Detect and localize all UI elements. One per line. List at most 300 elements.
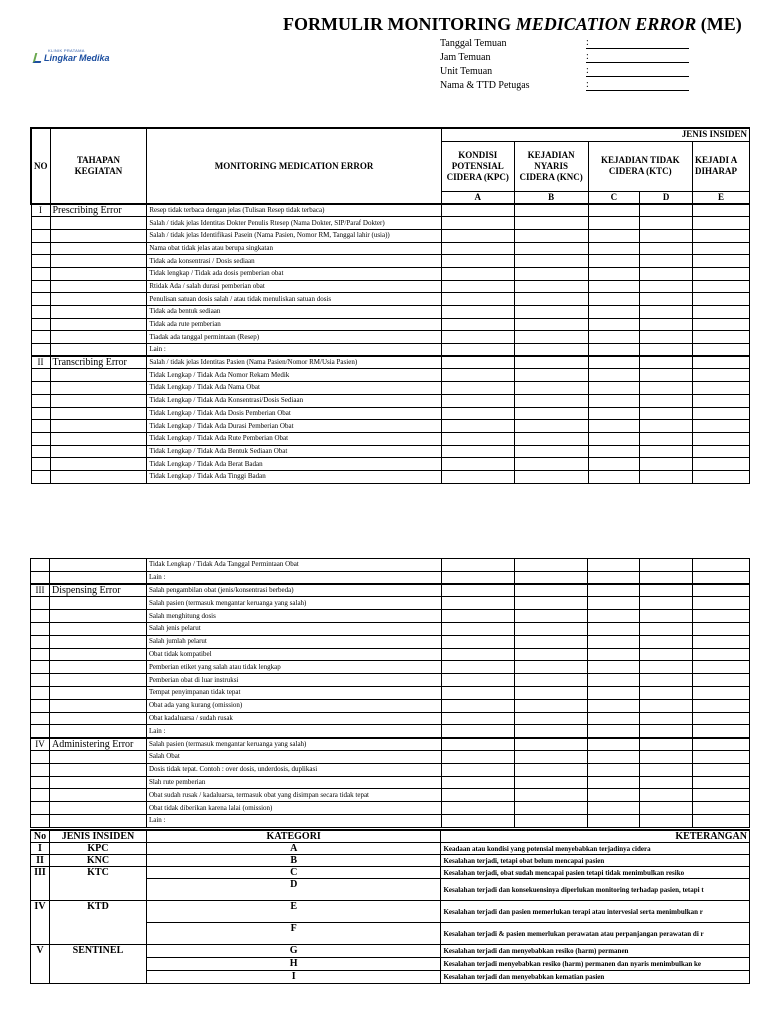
- check-cell-c[interactable]: [588, 445, 640, 458]
- check-cell-b[interactable]: [514, 648, 588, 661]
- check-cell-e[interactable]: [693, 242, 750, 255]
- row-number: [31, 814, 50, 827]
- check-cell-b[interactable]: [514, 394, 588, 407]
- check-cell-c[interactable]: [588, 356, 640, 369]
- check-cell-a[interactable]: [441, 470, 514, 483]
- check-cell-d[interactable]: [640, 217, 693, 230]
- row-item: Obat kadaluarsa / sudah rusak: [146, 712, 441, 725]
- row-item: Salah pasien (termasuk mengantar keruanga yang salah): [146, 738, 441, 751]
- check-cell-d[interactable]: [640, 344, 693, 357]
- check-cell-b[interactable]: [514, 661, 588, 674]
- meta-value-field[interactable]: :: [586, 66, 689, 77]
- check-cell-d[interactable]: [640, 280, 693, 293]
- check-cell-d[interactable]: [640, 394, 693, 407]
- check-cell-c[interactable]: [588, 763, 640, 776]
- check-cell-b[interactable]: [514, 559, 588, 572]
- check-cell-a[interactable]: [441, 802, 514, 815]
- check-cell-b[interactable]: [514, 597, 588, 610]
- check-cell-c[interactable]: [588, 776, 640, 789]
- row-item: Lain :: [146, 571, 441, 584]
- check-cell-d[interactable]: [640, 432, 693, 445]
- row-item: Tidak ada rute pemberian: [147, 318, 442, 331]
- check-cell-b[interactable]: [514, 445, 588, 458]
- check-cell-b[interactable]: [514, 242, 588, 255]
- table-row: [31, 622, 750, 635]
- check-cell-a[interactable]: [441, 750, 514, 763]
- check-cell-c[interactable]: [588, 648, 640, 661]
- meta-fields: [440, 36, 689, 92]
- check-cell-a[interactable]: [441, 622, 514, 635]
- check-cell-b[interactable]: [514, 293, 588, 306]
- row-stage: [50, 394, 147, 407]
- check-cell-c[interactable]: [588, 242, 640, 255]
- check-cell-b[interactable]: [514, 674, 588, 687]
- header-jenis-insiden: JENIS INSIDEN: [441, 128, 749, 141]
- check-cell-d[interactable]: [640, 674, 693, 687]
- check-cell-e[interactable]: [693, 458, 750, 471]
- check-cell-b[interactable]: [514, 217, 588, 230]
- check-cell-d[interactable]: [640, 470, 693, 483]
- table-row: [31, 763, 750, 776]
- check-cell-a[interactable]: [441, 814, 514, 827]
- check-cell-a[interactable]: [441, 738, 514, 751]
- check-cell-b[interactable]: [514, 584, 588, 597]
- table-row: [31, 204, 750, 217]
- check-cell-c[interactable]: [588, 255, 640, 268]
- check-cell-b[interactable]: [514, 725, 588, 738]
- row-item: Salah pasien (termasuk mengantar keruanga yang salah): [146, 597, 441, 610]
- check-cell-d[interactable]: [640, 445, 693, 458]
- check-cell-b[interactable]: [514, 622, 588, 635]
- check-cell-b[interactable]: [514, 802, 588, 815]
- check-cell-c[interactable]: [588, 610, 640, 623]
- check-cell-a[interactable]: [441, 559, 514, 572]
- check-cell-d[interactable]: [640, 255, 693, 268]
- check-cell-b[interactable]: [514, 420, 588, 433]
- check-cell-b[interactable]: [514, 610, 588, 623]
- check-cell-e[interactable]: [693, 267, 750, 280]
- check-cell-d[interactable]: [640, 814, 693, 827]
- check-cell-d[interactable]: [640, 622, 693, 635]
- check-cell-c[interactable]: [588, 470, 640, 483]
- check-cell-d[interactable]: [640, 776, 693, 789]
- legend-kategori: E: [146, 901, 441, 923]
- legend-row: [31, 945, 750, 958]
- legend-rows: [31, 843, 750, 984]
- meta-value-field[interactable]: :: [586, 80, 689, 91]
- check-cell-b[interactable]: [514, 571, 588, 584]
- check-cell-e[interactable]: [693, 217, 750, 230]
- legend-header-jenis: JENIS INSIDEN: [49, 830, 146, 843]
- check-cell-d[interactable]: [640, 725, 693, 738]
- check-cell-e[interactable]: [693, 712, 750, 725]
- table-row: [31, 789, 750, 802]
- row-number: [31, 610, 50, 623]
- check-cell-e[interactable]: [693, 382, 750, 395]
- check-cell-b[interactable]: [514, 331, 588, 344]
- check-cell-a[interactable]: [441, 420, 514, 433]
- check-cell-c[interactable]: [588, 432, 640, 445]
- check-cell-e[interactable]: [693, 331, 750, 344]
- check-cell-c[interactable]: [588, 559, 640, 572]
- row-item: Salah pengambilan obat (jenis/konsentrasi berbeda): [146, 584, 441, 597]
- row-stage: [50, 242, 147, 255]
- check-cell-e[interactable]: [693, 369, 750, 382]
- check-cell-e[interactable]: [693, 763, 750, 776]
- check-cell-a[interactable]: [441, 712, 514, 725]
- row-number: [31, 318, 50, 331]
- check-cell-e[interactable]: [693, 470, 750, 483]
- row-number: [31, 597, 50, 610]
- check-cell-e[interactable]: [693, 255, 750, 268]
- check-cell-c[interactable]: [588, 217, 640, 230]
- check-cell-d[interactable]: [640, 597, 693, 610]
- row-item: Salah jenis pelarut: [146, 622, 441, 635]
- row-number: [31, 470, 50, 483]
- check-cell-d[interactable]: [640, 738, 693, 751]
- check-cell-e[interactable]: [693, 344, 750, 357]
- check-cell-c[interactable]: [588, 394, 640, 407]
- header-kpc: KONDISI POTENSIAL CIDERA (KPC): [441, 141, 514, 191]
- check-cell-e[interactable]: [693, 204, 750, 217]
- table-row: [31, 306, 750, 319]
- check-cell-d[interactable]: [640, 610, 693, 623]
- check-cell-d[interactable]: [640, 306, 693, 319]
- check-cell-d[interactable]: [640, 382, 693, 395]
- check-cell-b[interactable]: [514, 776, 588, 789]
- legend-kategori: D: [146, 879, 441, 901]
- check-cell-e[interactable]: [693, 610, 750, 623]
- check-cell-b[interactable]: [514, 267, 588, 280]
- check-cell-d[interactable]: [640, 789, 693, 802]
- check-cell-a[interactable]: [441, 776, 514, 789]
- row-item: Tidak Lengkap / Tidak Ada Tinggi Badan: [147, 470, 442, 483]
- check-cell-a[interactable]: [441, 584, 514, 597]
- check-cell-a[interactable]: [441, 217, 514, 230]
- check-cell-a[interactable]: [441, 280, 514, 293]
- check-cell-a[interactable]: [441, 789, 514, 802]
- check-cell-a[interactable]: [441, 635, 514, 648]
- check-cell-c[interactable]: [588, 597, 640, 610]
- check-cell-b[interactable]: [514, 204, 588, 217]
- check-cell-e[interactable]: [693, 432, 750, 445]
- check-cell-c[interactable]: [588, 789, 640, 802]
- check-cell-b[interactable]: [514, 712, 588, 725]
- check-cell-b[interactable]: [514, 255, 588, 268]
- row-number: [31, 420, 50, 433]
- check-cell-b[interactable]: [514, 344, 588, 357]
- check-cell-e[interactable]: [693, 407, 750, 420]
- check-cell-b[interactable]: [514, 318, 588, 331]
- check-cell-c[interactable]: [588, 420, 640, 433]
- legend-kategori: F: [146, 923, 441, 945]
- check-cell-c[interactable]: [588, 686, 640, 699]
- legend-row: [31, 901, 750, 923]
- check-cell-a[interactable]: [441, 686, 514, 699]
- title-part1: FORMULIR MONITORING: [283, 14, 516, 34]
- check-cell-b[interactable]: [514, 814, 588, 827]
- check-cell-e[interactable]: [693, 776, 750, 789]
- row-item: Obat tidak diberikan karena lalai (omission): [146, 802, 441, 815]
- row-item: Tidak Lengkap / Tidak Ada Konsentrasi/Dosis Sediaan: [147, 394, 442, 407]
- check-cell-e[interactable]: [693, 699, 750, 712]
- check-cell-a[interactable]: [441, 661, 514, 674]
- legend-keterangan: Keadaan atau kondisi yang potensial menyebabkan terjadinya cidera: [441, 843, 750, 855]
- check-cell-d[interactable]: [640, 661, 693, 674]
- header-letter-e: E: [693, 191, 750, 204]
- row-item: Tidak Lengkap / Tidak Ada Bentuk Sediaan Obat: [147, 445, 442, 458]
- check-cell-e[interactable]: [693, 229, 750, 242]
- check-cell-c[interactable]: [588, 267, 640, 280]
- row-number: IV: [31, 738, 50, 751]
- check-cell-b[interactable]: [514, 686, 588, 699]
- check-cell-c[interactable]: [588, 382, 640, 395]
- meta-row-jam: [440, 50, 689, 64]
- check-cell-e[interactable]: [693, 420, 750, 433]
- check-cell-b[interactable]: [514, 432, 588, 445]
- row-stage: [50, 369, 147, 382]
- check-cell-a[interactable]: [441, 242, 514, 255]
- check-cell-e[interactable]: [693, 750, 750, 763]
- row-item: Dosis tidak tepat. Contoh : over dosis, underdosis, duplikasi: [146, 763, 441, 776]
- check-cell-c[interactable]: [588, 306, 640, 319]
- check-cell-e[interactable]: [693, 597, 750, 610]
- legend-keterangan: Kesalahan terjadi dan menyebabkan resiko (harm) permanen: [441, 945, 750, 958]
- check-cell-d[interactable]: [640, 318, 693, 331]
- check-cell-a[interactable]: [441, 255, 514, 268]
- check-cell-c[interactable]: [588, 712, 640, 725]
- check-cell-a[interactable]: [441, 597, 514, 610]
- check-cell-d[interactable]: [640, 331, 693, 344]
- check-cell-b[interactable]: [514, 369, 588, 382]
- row-number: [31, 559, 50, 572]
- check-cell-a[interactable]: [441, 204, 514, 217]
- check-cell-e[interactable]: [693, 571, 750, 584]
- check-cell-c[interactable]: [588, 293, 640, 306]
- check-cell-d[interactable]: [640, 458, 693, 471]
- table-row: [31, 776, 750, 789]
- check-cell-a[interactable]: [441, 610, 514, 623]
- check-cell-c[interactable]: [588, 725, 640, 738]
- check-cell-c[interactable]: [588, 280, 640, 293]
- check-cell-e[interactable]: [693, 661, 750, 674]
- check-cell-c[interactable]: [588, 458, 640, 471]
- row-stage: [50, 458, 147, 471]
- meta-value-field[interactable]: :: [586, 38, 689, 49]
- check-cell-d[interactable]: [640, 559, 693, 572]
- header-knc: KEJADIAN NYARIS CIDERA (KNC): [514, 141, 588, 191]
- check-cell-a[interactable]: [441, 394, 514, 407]
- row-item: Salah jumlah pelarut: [146, 635, 441, 648]
- check-cell-c[interactable]: [588, 344, 640, 357]
- check-cell-b[interactable]: [514, 407, 588, 420]
- check-cell-e[interactable]: [693, 584, 750, 597]
- check-cell-a[interactable]: [441, 306, 514, 319]
- row-stage: [49, 610, 146, 623]
- check-cell-c[interactable]: [588, 635, 640, 648]
- table-row: [31, 267, 750, 280]
- check-cell-d[interactable]: [640, 763, 693, 776]
- check-cell-e[interactable]: [693, 293, 750, 306]
- check-cell-e[interactable]: [693, 306, 750, 319]
- check-cell-d[interactable]: [640, 204, 693, 217]
- table-row: [31, 217, 750, 230]
- check-cell-a[interactable]: [441, 571, 514, 584]
- monitoring-table-page1: [30, 127, 750, 484]
- check-cell-c[interactable]: [588, 750, 640, 763]
- check-cell-e[interactable]: [693, 789, 750, 802]
- check-cell-c[interactable]: [588, 738, 640, 751]
- check-cell-c[interactable]: [588, 622, 640, 635]
- check-cell-a[interactable]: [441, 267, 514, 280]
- check-cell-c[interactable]: [588, 571, 640, 584]
- row-number: [31, 306, 50, 319]
- check-cell-e[interactable]: [693, 622, 750, 635]
- row-item: Salah / tidak jelas Identitas Pasien (Nama Pasien/Nomor RM/Usia Pasien): [147, 356, 442, 369]
- check-cell-a[interactable]: [441, 445, 514, 458]
- check-cell-d[interactable]: [640, 571, 693, 584]
- check-cell-e[interactable]: [693, 648, 750, 661]
- check-cell-d[interactable]: [640, 369, 693, 382]
- check-cell-b[interactable]: [514, 280, 588, 293]
- check-cell-c[interactable]: [588, 674, 640, 687]
- header-ktc: KEJADIAN TIDAK CIDERA (KTC): [588, 141, 693, 191]
- row-number: [31, 571, 50, 584]
- check-cell-b[interactable]: [514, 229, 588, 242]
- check-cell-e[interactable]: [693, 725, 750, 738]
- check-cell-a[interactable]: [441, 458, 514, 471]
- check-cell-d[interactable]: [640, 293, 693, 306]
- check-cell-d[interactable]: [640, 712, 693, 725]
- legend-keterangan: Kesalahan terjadi dan pasien memerlukan terapi atau intervesial serta menimbulkan r: [441, 901, 750, 923]
- legend-no: V: [31, 945, 50, 984]
- check-cell-a[interactable]: [441, 407, 514, 420]
- check-cell-e[interactable]: [693, 802, 750, 815]
- legend-keterangan: Kesalahan terjadi menyebabkan resiko (harm) permanen dan nyaris menimbulkan ke: [441, 958, 750, 971]
- legend-row: [31, 855, 750, 867]
- check-cell-b[interactable]: [514, 635, 588, 648]
- check-cell-c[interactable]: [588, 331, 640, 344]
- check-cell-e[interactable]: [693, 674, 750, 687]
- row-number: [31, 293, 50, 306]
- check-cell-c[interactable]: [588, 814, 640, 827]
- check-cell-e[interactable]: [693, 559, 750, 572]
- row-item: Tidak Lengkap / Tidak Ada Nomor Rekam Medik: [147, 369, 442, 382]
- legend-header-keterangan: KETERANGAN: [441, 830, 750, 843]
- check-cell-d[interactable]: [640, 420, 693, 433]
- row-stage: [49, 763, 146, 776]
- check-cell-b[interactable]: [514, 738, 588, 751]
- check-cell-a[interactable]: [441, 648, 514, 661]
- check-cell-d[interactable]: [640, 229, 693, 242]
- logo-text: Lingkar Medika: [44, 53, 110, 63]
- check-cell-e[interactable]: [693, 394, 750, 407]
- row-stage: [49, 597, 146, 610]
- row-item: Tidak Lengkap / Tidak Ada Tanggal Permintaan Obat: [146, 559, 441, 572]
- check-cell-e[interactable]: [693, 280, 750, 293]
- check-cell-e[interactable]: [693, 318, 750, 331]
- check-cell-d[interactable]: [640, 267, 693, 280]
- check-cell-d[interactable]: [640, 699, 693, 712]
- check-cell-c[interactable]: [588, 661, 640, 674]
- check-cell-a[interactable]: [441, 432, 514, 445]
- check-cell-d[interactable]: [640, 584, 693, 597]
- check-cell-a[interactable]: [441, 369, 514, 382]
- check-cell-a[interactable]: [441, 763, 514, 776]
- check-cell-e[interactable]: [693, 445, 750, 458]
- check-cell-d[interactable]: [640, 407, 693, 420]
- check-cell-d[interactable]: [640, 750, 693, 763]
- header-letter-d: D: [640, 191, 693, 204]
- check-cell-e[interactable]: [693, 635, 750, 648]
- table-row: [31, 750, 750, 763]
- check-cell-c[interactable]: [588, 369, 640, 382]
- check-cell-a[interactable]: [441, 318, 514, 331]
- check-cell-c[interactable]: [588, 584, 640, 597]
- check-cell-d[interactable]: [640, 802, 693, 815]
- check-cell-b[interactable]: [514, 470, 588, 483]
- check-cell-d[interactable]: [640, 686, 693, 699]
- check-cell-c[interactable]: [588, 699, 640, 712]
- row-number: [31, 445, 50, 458]
- table-row: [31, 648, 750, 661]
- check-cell-c[interactable]: [588, 318, 640, 331]
- check-cell-d[interactable]: [640, 648, 693, 661]
- check-cell-a[interactable]: [441, 382, 514, 395]
- meta-value-field[interactable]: :: [586, 52, 689, 63]
- legend-kategori: C: [146, 867, 441, 879]
- check-cell-a[interactable]: [441, 674, 514, 687]
- legend-no: I: [31, 843, 50, 855]
- check-cell-b[interactable]: [514, 306, 588, 319]
- check-cell-a[interactable]: [441, 344, 514, 357]
- row-stage: [50, 432, 147, 445]
- check-cell-b[interactable]: [514, 699, 588, 712]
- check-cell-d[interactable]: [640, 242, 693, 255]
- row-stage: [50, 293, 147, 306]
- check-cell-c[interactable]: [588, 407, 640, 420]
- check-cell-b[interactable]: [514, 356, 588, 369]
- check-cell-b[interactable]: [514, 789, 588, 802]
- row-item: Pemberian etiket yang salah atau tidak lengkap: [146, 661, 441, 674]
- check-cell-a[interactable]: [441, 725, 514, 738]
- check-cell-c[interactable]: [588, 229, 640, 242]
- check-cell-a[interactable]: [441, 293, 514, 306]
- check-cell-d[interactable]: [640, 635, 693, 648]
- check-cell-a[interactable]: [441, 699, 514, 712]
- check-cell-e[interactable]: [693, 356, 750, 369]
- check-cell-b[interactable]: [514, 750, 588, 763]
- legend-keterangan: Kesalahan terjadi dan menyebabkan kematian pasien: [441, 971, 750, 984]
- check-cell-b[interactable]: [514, 458, 588, 471]
- row-number: [31, 407, 50, 420]
- check-cell-e[interactable]: [693, 738, 750, 751]
- row-stage: Dispensing Error: [49, 584, 146, 597]
- check-cell-b[interactable]: [514, 763, 588, 776]
- check-cell-a[interactable]: [441, 331, 514, 344]
- check-cell-a[interactable]: [441, 229, 514, 242]
- check-cell-a[interactable]: [441, 356, 514, 369]
- check-cell-e[interactable]: [693, 686, 750, 699]
- row-stage: [49, 725, 146, 738]
- row-stage: [49, 776, 146, 789]
- check-cell-c[interactable]: [588, 204, 640, 217]
- check-cell-d[interactable]: [640, 356, 693, 369]
- check-cell-e[interactable]: [693, 814, 750, 827]
- row-item: Tidak Lengkap / Tidak Ada Nama Obat: [147, 382, 442, 395]
- check-cell-c[interactable]: [588, 802, 640, 815]
- check-cell-b[interactable]: [514, 382, 588, 395]
